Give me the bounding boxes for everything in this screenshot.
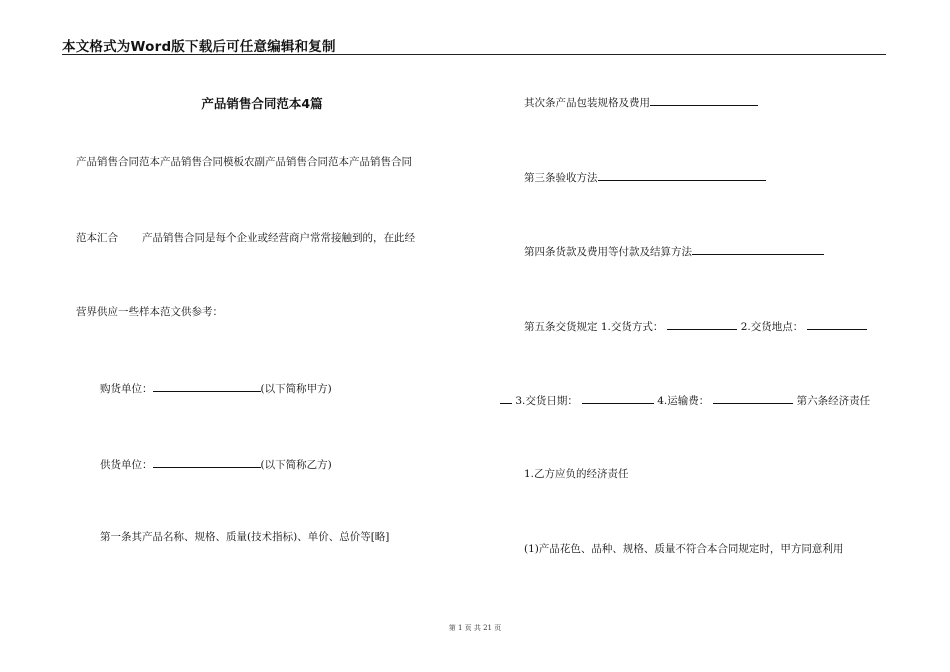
article-4	[524, 243, 824, 259]
liability-item-1: 1.乙方应负的经济责任	[524, 468, 629, 480]
buyer-suffix: (以下简称甲方)	[260, 383, 332, 395]
article-2	[524, 94, 758, 110]
seller-label: 供货单位：	[100, 459, 153, 471]
buyer-label: 购货单位：	[100, 383, 153, 395]
paragraph-intro-3: 营界供应一些样本范文供参考：	[76, 306, 223, 318]
paragraph-text: 范本汇合	[76, 232, 118, 244]
article-1: 第一条其产品名称、规格、质量(技术指标)、单价、总价等[略]	[100, 531, 390, 543]
article-3-blank	[598, 169, 766, 181]
article-2-text: 其次条产品包装规格及费用	[524, 97, 650, 109]
article-6-text: 第六条经济责任	[796, 395, 871, 407]
article-4-text: 第四条货款及费用等付款及结算方法	[524, 246, 692, 258]
article-5-continued	[500, 392, 870, 408]
delivery-place-label: 2.交货地点：	[740, 321, 804, 333]
paragraph-text: 产品销售合同是每个企业或经营商户常常接触到的，在此经	[142, 232, 415, 244]
buyer-blank	[153, 380, 261, 392]
buyer-line	[100, 380, 332, 396]
delivery-method-label: 第五条交货规定 1.交货方式：	[524, 321, 664, 333]
article-3	[524, 169, 766, 185]
article-5	[524, 318, 867, 334]
delivery-method-blank	[667, 318, 737, 330]
article-4-blank	[692, 243, 824, 255]
document-title: 产品销售合同范本4篇	[201, 96, 323, 111]
article-2-blank	[650, 94, 758, 106]
delivery-place-blank	[807, 318, 867, 330]
liability-item-1-1: (1)产品花色、品种、规格、质量不符合本合同规定时，甲方同意利用	[524, 543, 844, 555]
freight-blank	[713, 392, 793, 404]
page-header	[62, 34, 886, 55]
delivery-date-label: 3.交货日期：	[515, 395, 578, 407]
page-footer: 第 1 页 共 21 页	[448, 624, 502, 632]
seller-blank	[153, 456, 261, 468]
delivery-place-blank-continued	[500, 392, 512, 404]
paragraph-intro: 产品销售合同范本产品销售合同模板农副产品销售合同范本产品销售合同	[76, 156, 412, 168]
paragraph-intro-2	[76, 231, 415, 245]
delivery-date-blank	[582, 392, 654, 404]
seller-suffix: (以下简称乙方)	[260, 459, 332, 471]
seller-line	[100, 456, 332, 472]
freight-label: 4.运输费：	[657, 395, 710, 407]
article-3-text: 第三条验收方法	[524, 172, 598, 184]
header-text: 本文格式为Word版下载后可任意编辑和复制	[62, 39, 336, 55]
